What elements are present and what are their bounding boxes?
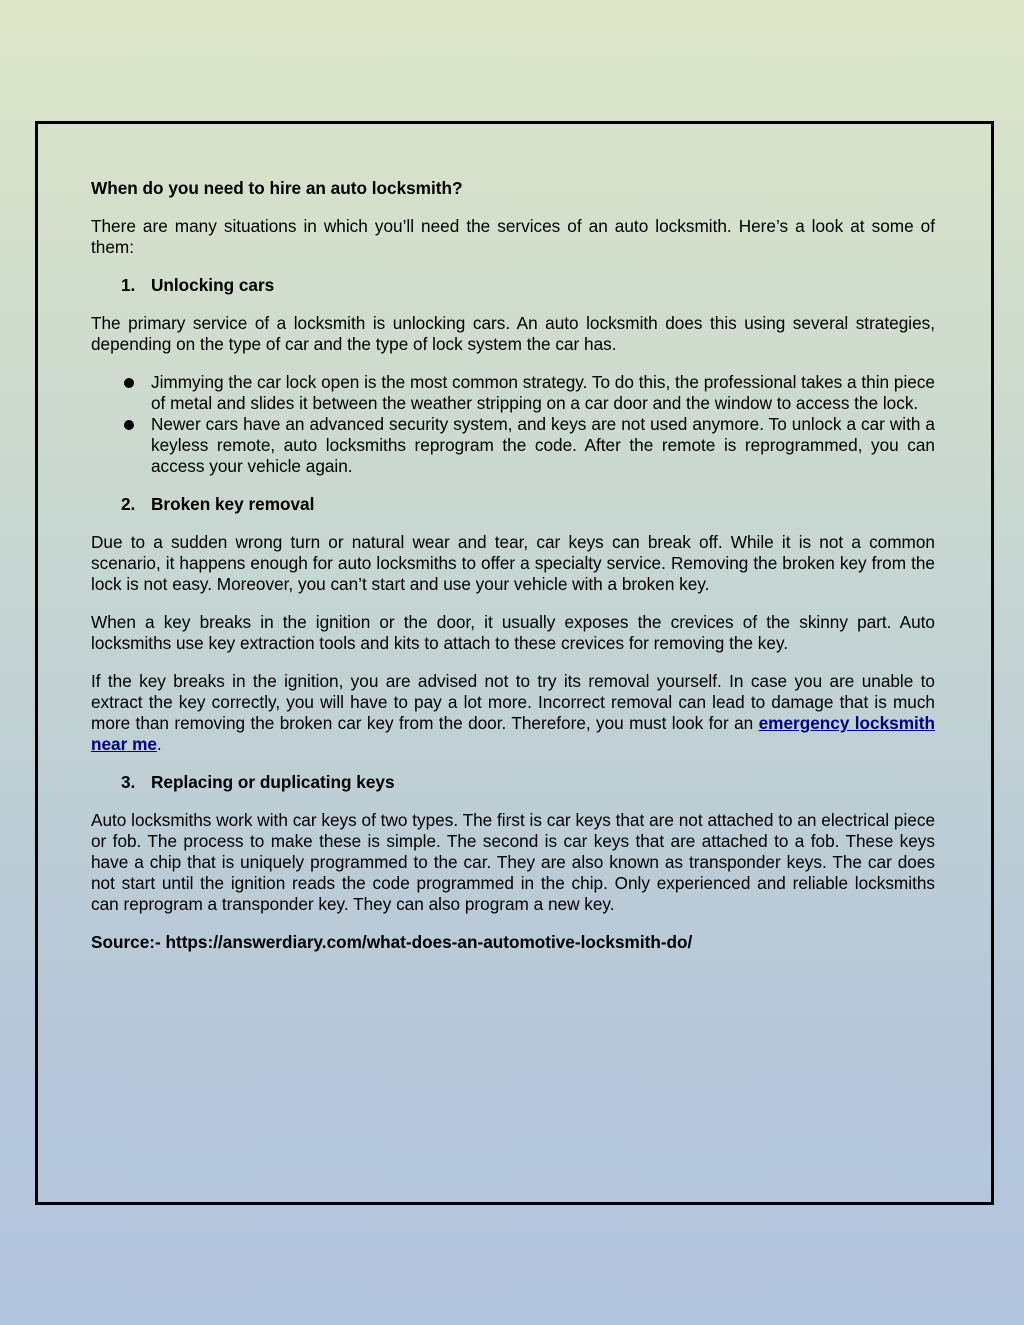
bullet-icon [124,378,134,388]
source-line: Source:- https://answerdiary.com/what-does-an-automotive-locksmith-do/ [91,932,693,952]
section-title: Unlocking cars [151,275,275,295]
unlocking-paragraph: The primary service of a locksmith is unlocking cars. An auto locksmith does this using several strategies, depending on the type of car and the type of lock system the car has. [91,313,935,354]
intro-paragraph: There are many situations in which you’ll need the services of an auto locksmith. Here’s a look at some of them: [91,216,935,257]
section-heading-unlocking [91,275,935,296]
list-item-text: Newer cars have an advanced security system, and keys are not used anymore. To unlock a car with a keyless remote, auto locksmiths reprogram the code. After the remote is reprogrammed, you can access your vehicle again. [151,414,935,476]
section-heading-broken-key [91,494,935,515]
paragraph-text: If the key breaks in the ignition, you are advised not to try its removal yourself. In case you are unable to extract the key correctly, you will have to pay a lot more. Incorrect removal can lead to damage that is much more than removing the broken car key from the door. Therefore, you must look for an [91,671,935,733]
bullet-icon [124,420,134,430]
list-item-text: Jimmying the car lock open is the most common strategy. To do this, the professional takes a thin piece of metal and slides it between the weather stripping on a car door and the window to access the lock. [151,372,935,413]
unlocking-bullet-list [91,372,935,477]
broken-key-paragraph-3 [91,671,935,755]
section-number: 2. [121,494,136,514]
page-heading: When do you need to hire an auto locksmith? [91,178,463,198]
section-number: 1. [121,275,136,295]
section-heading-replacing-keys [91,772,935,793]
emergency-locksmith-link[interactable]: emergency locksmith near me [91,713,935,754]
section-title: Broken key removal [151,494,315,514]
paragraph-text-end: . [156,734,162,754]
list-item [91,414,935,477]
document-body [91,178,935,953]
section-title: Replacing or duplicating keys [151,772,395,792]
replacing-keys-paragraph: Auto locksmiths work with car keys of two types. The first is car keys that are not attached to an electrical piece or fob. The process to make these is simple. The second is car keys that are attached to a fob. These keys have a chip that is uniquely programmed to the car. They are also known as transponder keys. The car does not start until the ignition reads the code programmed in the chip. Only experienced and reliable locksmiths can reprogram a transponder key. They can also program a new key. [91,810,935,914]
broken-key-paragraph-2: When a key breaks in the ignition or the door, it usually exposes the crevices of the skinny part. Auto locksmiths use key extraction tools and kits to attach to these crevices for removing the key. [91,612,935,653]
section-number: 3. [121,772,136,792]
broken-key-paragraph-1: Due to a sudden wrong turn or natural wear and tear, car keys can break off. While it is not a common scenario, it happens enough for auto locksmiths to offer a specialty service. Removing the broken key from the lock is not easy. Moreover, you can’t start and use your vehicle with a broken key. [91,532,935,594]
list-item [91,372,935,414]
